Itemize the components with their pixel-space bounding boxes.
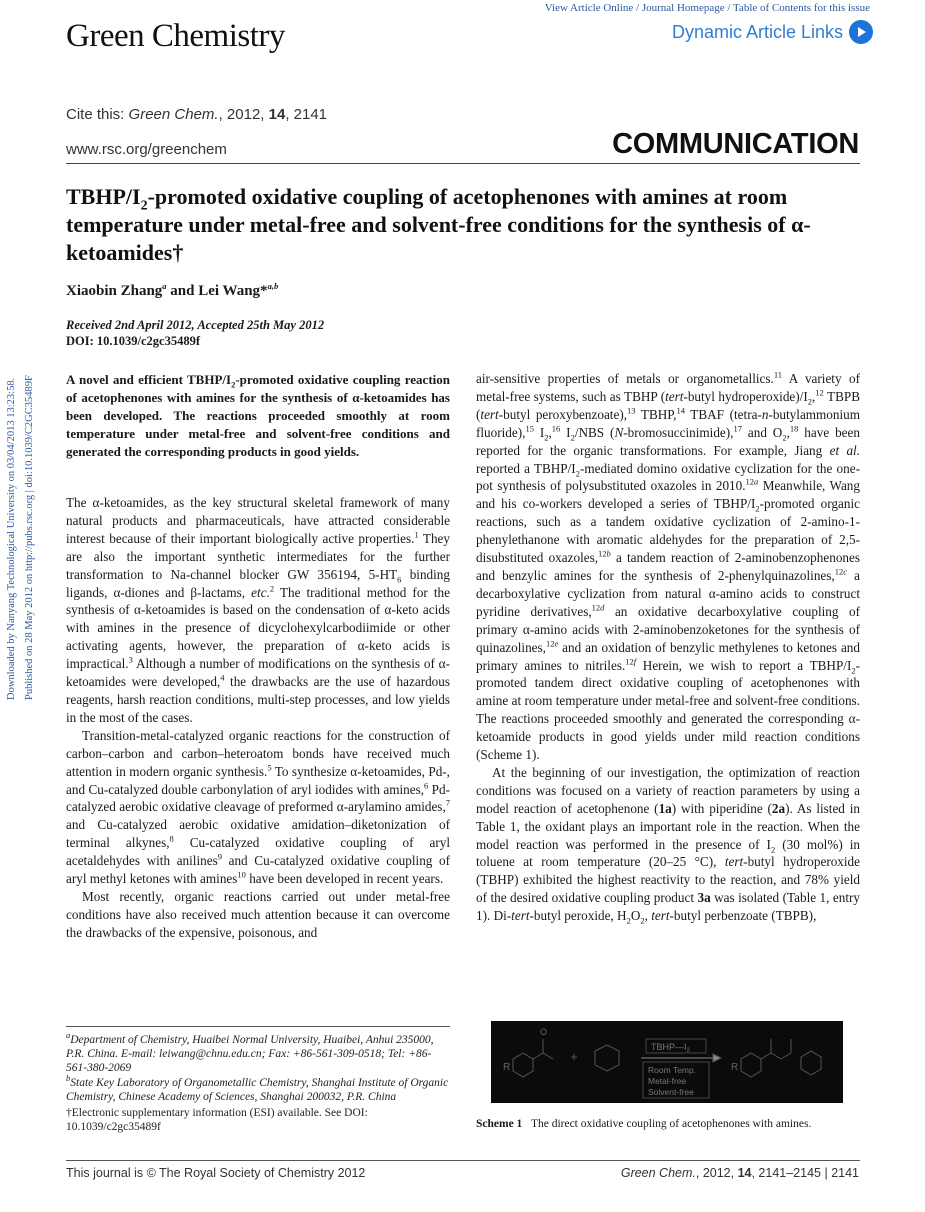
footer-copyright: This journal is © The Royal Society of Chemistry 2012 bbox=[66, 1166, 366, 1180]
scheme-cond-3: Solvent-free bbox=[648, 1087, 694, 1097]
body-right-column: air-sensitive properties of metals or organometallics.$^{11}$ A variety of metal-free systems, such as TBHP (tert-butyl $hydroperoxide)/I_2,^{12}$ TBPB (tert-butyl peroxybenzoate),$^{13}$ TBHP,$^{14}$ TBAF (tetra-n-butylammonium fluoride),$^{15}$ $I_2,^{16}$ $I_2$/NBS (N-bromosuccinimide),$^{17}$ and $O_2,^{18}$ have been reported for the organic transformations. For example, Jiang et al. reported a TBHP/$I_2$-mediated domino oxidative cyclization for the one-pot synthesis of polysubstituted oxazoles in 2010.$^{12a}$ Meanwhile, Wang and his co-workers developed a series of TBHP/$I_2$-promoted organic reactions, such as a tandem oxidative cyclization of 2-amino-1-phenylethanone with aromatic aldehydes for the preparation of 2,5-disubstituted oxazoles,$^{12b}$ a tandem reaction of 2-aminobenzophenones and benzylic amines for the synthesis of 2-phenylquinazolines,$^{12c}$ a decarboxylative cyclization from natural α-amino acids to construct pyridine derivatives,$^{12d}$ an oxidative decarboxylative coupling of primary α-amino acids with 2-aminobenzoketones for the synthesis of quinazolines,$^{12e}$ and an oxidation of benzylic methylenes to ketones and primary amines to nitriles.$^{12f}$ Herein, we wish to report a TBHP/$I_2$-promoted tandem direct oxidative coupling of acetophenones with amine at room temperature under metal-free and solvent-free conditions. The reactions proceeded smoothly and generated the corresponding α-ketoamide products in good yields under mild reaction conditions (Scheme 1). At the beginning of our investigation, the optimization of reaction conditions was focused on a variety of reaction parameters by using a model reaction of acetophenone (1a) with piperidine (2a). As listed in Table 1, the oxidant plays an important role in the reaction. When the model reaction was performed in the presence of $I_2$ (30 mol%) in toluene at room temperature (20–25 °C), tert-butyl hydroperoxide (TBHP) exhibited the highest reactivity to the reaction, and 78% yield of the desired oxidative coupling product 3a was isolated (Table 1, entry 1). Di-tert-butyl peroxide, $H_2O_2$, tert-butyl perbenzoate (TBPB), bbox=[476, 369, 861, 926]
scheme-reagent: $TBHP—I_2$ bbox=[651, 1042, 690, 1054]
play-icon[interactable] bbox=[849, 20, 873, 44]
journal-name: Green Chemistry bbox=[66, 18, 285, 54]
article-type: COMMUNICATION bbox=[612, 128, 859, 160]
sidebar-line-2[interactable]: Published on 28 May 2012 on http://pubs.rsc.org | doi:10.1039/C2GC35489F bbox=[24, 375, 35, 700]
scheme-cond-2: Metal-free bbox=[648, 1076, 687, 1086]
received-dates: Received 2nd April 2012, Accepted 25th May 2012 bbox=[66, 318, 325, 332]
scheme-label-r-product: R bbox=[731, 1062, 739, 1073]
header-rule bbox=[66, 163, 860, 164]
scheme-caption: Scheme 1 The direct oxidative coupling of acetophenones with amines. bbox=[476, 1118, 812, 1130]
footer-citation: Green Chem., 2012, 14, 2141–2145 | 2141 bbox=[620, 1166, 859, 1180]
dynamic-links-label[interactable]: Dynamic Article Links bbox=[672, 21, 844, 42]
abstract: A novel and efficient TBHP/$I_2$-promoted oxidative coupling reaction of acetophenones with amines for the synthesis of α-ketoamides has been developed. The reactions proceeded smoothly at room temperature under metal-free and solvent-free conditions and generated the corresponding products in good yields. bbox=[66, 372, 450, 459]
authors: Xiaobin Zhang$^a$ and Lei Wang*$^{a,b}$ bbox=[66, 281, 279, 299]
citation: Cite this: Green Chem., 2012, 14, 2141 bbox=[66, 106, 328, 123]
scheme-label-r: R bbox=[503, 1062, 511, 1073]
sidebar-line-1: Downloaded by Nanyang Technological University on 03/04/2013 13:23:58. bbox=[6, 377, 17, 700]
footnote-rule bbox=[66, 1026, 450, 1027]
affiliations: $^a$Department of Chemistry, Huaibei Normal University, Huaibei, Anhui 235000, P.R. China. E-mail: leiwang@chnu.edu.cn; Fax: +86-561-309-0518; Tel: +86-561-380-2069 $^b$State Key Laboratory of Organometallic Chemistry, Shanghai Institute of Organic Chemistry, Chinese Academy of Sciences, Shanghai 200032, P.R. China †Electronic supplementary information (ESI) available. See DOI: 10.1039/c2gc35489f bbox=[66, 1030, 449, 1133]
scheme-label-o: O bbox=[540, 1027, 548, 1037]
scheme-1-image bbox=[491, 1021, 843, 1103]
article-doi[interactable]: DOI: 10.1039/c2gc35489f bbox=[66, 334, 201, 348]
top-links[interactable]: View Article Online / Journal Homepage / Table of Contents for this issue bbox=[544, 2, 870, 14]
body-left-column: The α-ketoamides, as the key structural skeletal framework of many natural products and pharmaceuticals, have attracted considerable interest because of their important biologically active properties.$^1$ They are also the important synthetic intermediates for the further transformation to Na-channel blocker GW 356194, $5-HT_6$ binding ligands, α-diones and β-lactams, etc.$^2$ The traditional method for the synthesis of α-ketoamides is based on the condensation of α-keto acids with amines in the presence of dicyclohexylcarbodiimide or other activating agents, however, the preparation of α-keto acids is impractical.$^3$ Although a number of modifications on the synthesis of α-ketoamides were developed,$^4$ the drawbacks are the use of hazardous reagents, harsh reaction conditions, multi-step processes, and low yields in the most of the cases. Transition-metal-catalyzed organic reactions for the construction of carbon–carbon and carbon–heteroatom bonds have received much attention in modern organic synthesis.$^5$ To synthesize α-ketoamides, Pd-, and Cu-catalyzed double carbonylation of aryl iodides with amines,$^6$ Pd-catalyzed aerobic oxidative cleavage of preformed α-arylamino amides,$^7$ and Cu-catalyzed aerobic oxidative amidation–diketonization of terminal alkynes,$^8$ Cu-catalyzed oxidative coupling of aryl acetaldehydes with anilines$^9$ and Cu-catalyzed oxidative coupling of aryl methyl ketones with amines$^{10}$ have been developed in recent years. Most recently, organic reactions carried out under metal-free conditions have also received much attention because it can overcome the drawbacks of the expensive, poisonous, and bbox=[66, 495, 451, 940]
download-sidebar bbox=[2, 320, 42, 700]
dynamic-article-links[interactable] bbox=[672, 20, 873, 44]
footer-rule bbox=[66, 1160, 860, 1161]
scheme-cond-1: Room Temp. bbox=[648, 1065, 697, 1075]
article-title: TBHP/$I_2$-promoted oxidative coupling of acetophenones with amines at room temperature under metal-free and solvent-free conditions for the synthesis of α-ketoamides† bbox=[66, 184, 811, 265]
journal-url[interactable]: www.rsc.org/greenchem bbox=[66, 141, 227, 158]
